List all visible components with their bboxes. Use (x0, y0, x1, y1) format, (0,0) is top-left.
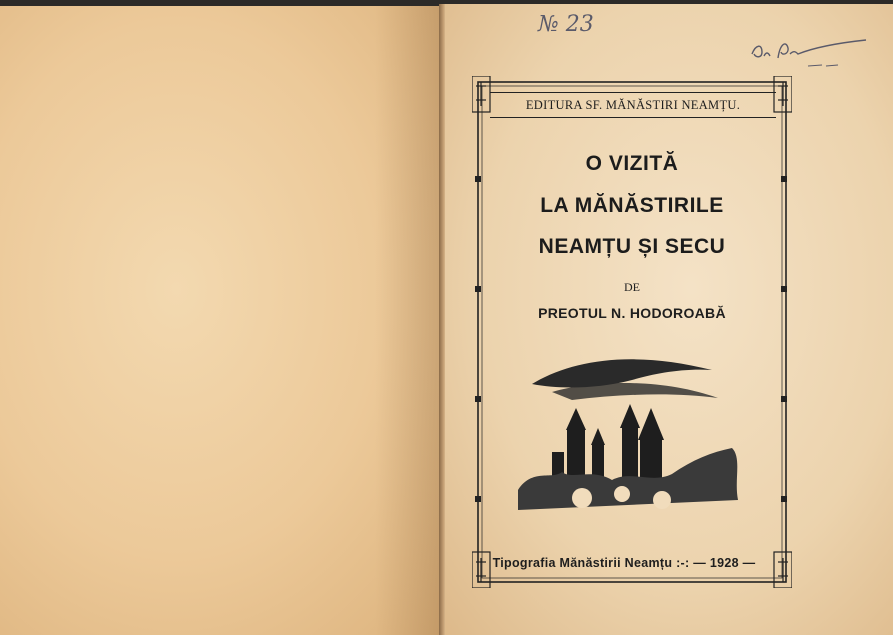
publisher-text: EDITURA SF. MĂNĂSTIRI NEAMȚU. (525, 97, 741, 112)
printer-text: Tipografia Mănăstirii Neamțu :-: — 1928 — (492, 556, 756, 570)
title-line-1: O VIZITĂ (585, 152, 679, 175)
handwritten-number: № 23 (538, 12, 594, 37)
title-line-2: LA MĂNĂSTIRILE (540, 194, 724, 217)
monastery-illustration (512, 340, 752, 520)
author-name: PREOTUL N. HODOROABĂ (538, 305, 726, 321)
handwritten-signature (748, 30, 868, 70)
printer-footer (486, 551, 762, 575)
publisher-header (490, 92, 776, 118)
title-line-3: NEAMȚU ȘI SECU (538, 235, 726, 258)
left-blank-page (0, 6, 441, 635)
by-label: DE (624, 280, 640, 294)
